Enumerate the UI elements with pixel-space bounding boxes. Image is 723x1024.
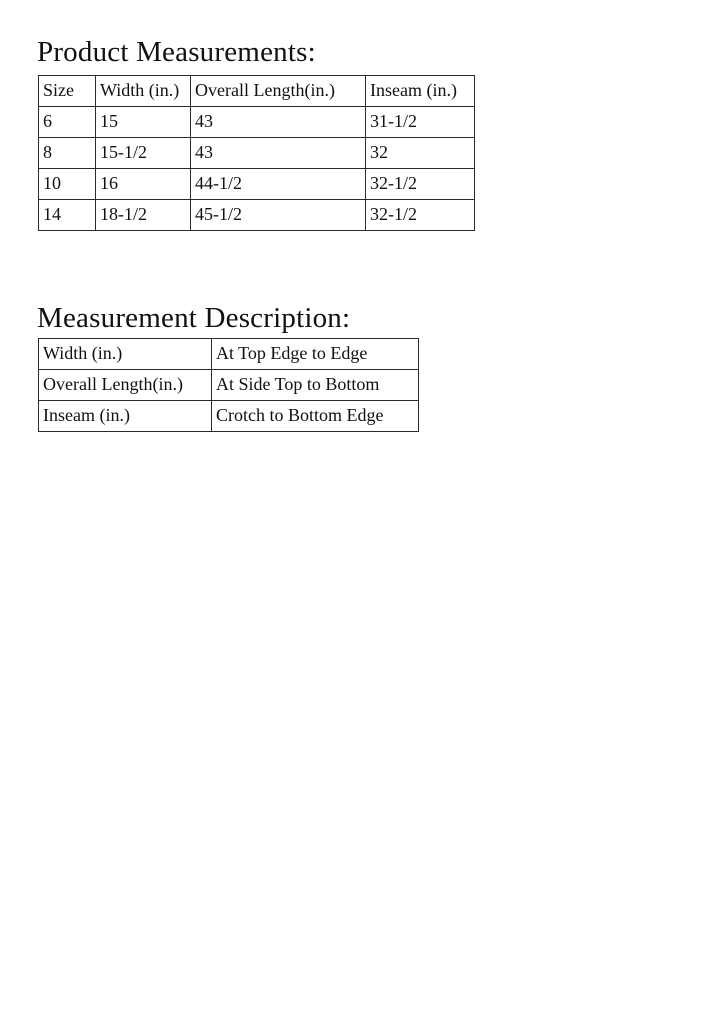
cell-measurement-definition: At Top Edge to Edge xyxy=(212,339,419,370)
table-row xyxy=(39,200,475,231)
cell-inseam: 32-1/2 xyxy=(366,200,475,231)
table-row xyxy=(39,169,475,200)
cell-overall-length: 43 xyxy=(191,138,366,169)
cell-measurement-term: Overall Length(in.) xyxy=(39,370,212,401)
cell-inseam: 31-1/2 xyxy=(366,107,475,138)
cell-measurement-term: Width (in.) xyxy=(39,339,212,370)
cell-width: 18-1/2 xyxy=(96,200,191,231)
table-row xyxy=(39,339,419,370)
table-row xyxy=(39,401,419,432)
cell-overall-length: 44-1/2 xyxy=(191,169,366,200)
cell-size: 8 xyxy=(39,138,96,169)
cell-measurement-term: Inseam (in.) xyxy=(39,401,212,432)
column-header-inseam: Inseam (in.) xyxy=(366,76,475,107)
cell-inseam: 32-1/2 xyxy=(366,169,475,200)
cell-overall-length: 43 xyxy=(191,107,366,138)
cell-width: 15 xyxy=(96,107,191,138)
cell-size: 6 xyxy=(39,107,96,138)
measurement-description-table xyxy=(38,338,419,432)
column-header-overall-length: Overall Length(in.) xyxy=(191,76,366,107)
table-row xyxy=(39,370,419,401)
cell-inseam: 32 xyxy=(366,138,475,169)
table-row xyxy=(39,107,475,138)
product-measurements-table xyxy=(38,75,475,231)
column-header-size: Size xyxy=(39,76,96,107)
cell-measurement-definition: At Side Top to Bottom xyxy=(212,370,419,401)
measurement-description-title: Measurement Description: xyxy=(37,302,351,334)
table-header-row xyxy=(39,76,475,107)
cell-measurement-definition: Crotch to Bottom Edge xyxy=(212,401,419,432)
cell-size: 10 xyxy=(39,169,96,200)
cell-size: 14 xyxy=(39,200,96,231)
product-measurements-title: Product Measurements: xyxy=(37,36,316,68)
table-row xyxy=(39,138,475,169)
cell-width: 16 xyxy=(96,169,191,200)
cell-width: 15-1/2 xyxy=(96,138,191,169)
column-header-width: Width (in.) xyxy=(96,76,191,107)
cell-overall-length: 45-1/2 xyxy=(191,200,366,231)
